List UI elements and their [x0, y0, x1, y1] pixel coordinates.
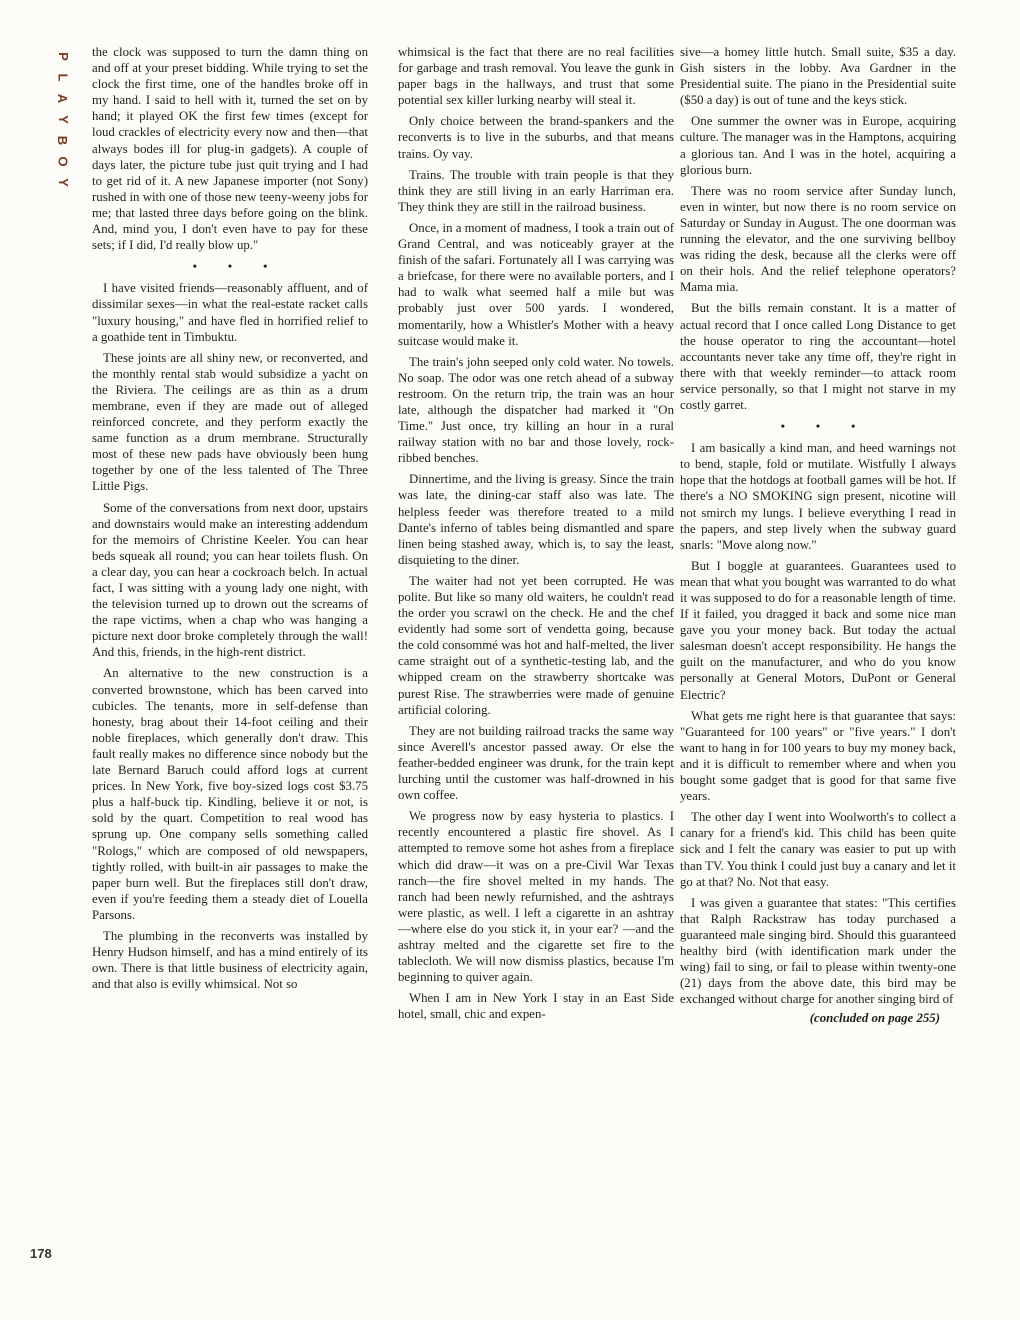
section-separator: • • •: [780, 419, 870, 434]
masthead-letter: O: [55, 156, 71, 167]
paragraph: These joints are all shiny new, or reconverted, and the monthly rental stab would subsidize a yacht on the Riviera. The ceilings are as thin as a drum membrane, even if they are made out of alleged reinforced concrete, and they perform exactly the same function as a drum membrane. Structurally most of these new pads have obviously been hung together by one of the less talented of The Three Little Pigs.: [92, 350, 368, 494]
playboy-masthead: [52, 46, 71, 193]
paragraph: Dinnertime, and the living is greasy. Since the train was late, the dining-car staff also was late. The helpless feeder was therefore treated to a mild Dante's inferno of tables being dismantled and spare linen being stashed away, which is, to say the least, disquieting to the diner.: [398, 472, 674, 567]
paragraph: Only choice between the brand-spankers and the reconverts is to live in the suburbs, and that means trains. Oy vay.: [398, 114, 674, 161]
paragraph: An alternative to the new construction is a converted brownstone, which has been carved into cubicles. The tenants, more in self-defense than honesty, brag about their 14-foot ceiling and their noble fireplaces, which generally don't draw. This fault really makes no difference since nobody but the late Bernard Baruch could afford logs at current prices. In New York, five boy-sized logs cost $3.75 plus a half-buck tip. Kindling, believe it or not, is sold by the quart. Competition to real wood has sprung up. One company sells something called "Rologs," which are composed of old newspapers, tightly rolled, with built-in air passages to make the paper burn well. But the fireplaces still don't draw, even if you're feeding them a steady diet of Louella Parsons.: [92, 666, 368, 922]
paragraph: One summer the owner was in Europe, acquiring culture. The manager was in the Hamptons, acquiring a glorious tan. And I was in the hotel, acquiring a glorious burn.: [680, 114, 956, 177]
paragraph: We progress now by easy hysteria to plastics. I recently encountered a plastic fire shovel. As I attempted to remove some hot ashes from a fireplace which did draw—it was on a pre-Civil War Texas ranch—the fire shovel melted in my hands. The ranch had been newly refurnished, and the ashtrays were plastic, as well. I left a cigarette in an ashtray —where else do you stick it, in your ear? —and the ashtray melted and the cigarette set fire to the tablecloth. We will now dismiss plastics, because I'm beginning to quiver again.: [398, 809, 674, 985]
masthead-letter: L: [55, 73, 71, 82]
paragraph: The other day I went into Woolworth's to collect a canary for a friend's kid. This child has been quite sick and I felt the canary was easier to put up with than TV. You think I could just buy a canary and let it go at that? No. Not that easy.: [680, 810, 956, 889]
paragraph: the clock was supposed to turn the damn thing on and off at your preset bidding. While trying to set the clock the first time, one of the handles broke off in my hand. I said to hell with it, turned the set on by hand; it played OK the first few times (except for loud crackles of electricity every now and then—that always bodes ill for plug-in gadgets). A couple of days later, the picture tube just quit trying and I had to get rid of it. A new Japanese importer (not Sony) rushed in with one of those new teeny-weeny jobs for me; that lasted three days before going on the blink. And, mind you, I don't even have to pay for these sets; if I did, I'd really blow up.": [92, 45, 368, 253]
masthead-letter: A: [55, 93, 71, 104]
page-number: 178: [30, 1246, 52, 1261]
masthead-letter: Y: [55, 178, 71, 187]
section-separator: • • •: [192, 259, 282, 274]
paragraph: I was given a guarantee that states: "This certifies that Ralph Rackstraw has today purchased a guaranteed male singing bird. Should this guaranteed healthy bird (with identification mark under the wing) fail to sing, or fail to please within twenty-one (21) days from the above date, this bird may be exchanged without charge for another singing bird of: [680, 895, 956, 1007]
paragraph: whimsical is the fact that there are no real facilities for garbage and trash removal. You leave the gunk in paper bags in the hallways, and trust that some potential sex killer lurking nearby will steal it.: [398, 45, 674, 108]
paragraph: The waiter had not yet been corrupted. He was polite. But like so many old waiters, he couldn't read the order you scrawl on the check. He and the chef evidently had some sort of vendetta going, because the cold consommé was hot and half-melted, the liver came straight out of a synthetic-testing lab, and the whipped cream on the strawberry shortcake was purest Rise. The strawberries were made of genuine artificial coloring.: [398, 573, 674, 717]
continuation-note: (concluded on page 255): [809, 1011, 940, 1026]
masthead-letter: P: [55, 52, 71, 61]
masthead-letter: B: [55, 135, 71, 146]
paragraph: But the bills remain constant. It is a matter of actual record that I once called Long Distance to get the house operator to ring the accountant—hotel accountants never take any time off, they're right in there with that weekly reminder—to attack room service personally, so that I might not starve in my costly garret.: [680, 301, 956, 412]
paragraph: The train's john seeped only cold water. No towels. No soap. The odor was one retch ahead of a subway restroom. On the return trip, the train was an hour late, although the dispatcher had marked it "On Time." Just once, try killing an hour in a rural railway station with no bar and those lovely, rock-ribbed benches.: [398, 354, 674, 466]
paragraph: sive—a homey little hutch. Small suite, $35 a day. Gish sisters in the lobby. Ava Gardner in the Presidential suite. The piano in the Presidential suite ($50 a day) is out of tune and the keys stick.: [680, 45, 956, 108]
paragraph: Once, in a moment of madness, I took a train out of Grand Central, and was noticeably grayer at the finish of the safari. Fortunately all I was carrying was a briefcase, for there were no available porters, and I had to walk what seemed half a mile but was probably just over 500 yards. I wondered, momentarily, how a Whistler's Mother with a heavy suitcase would make it.: [398, 220, 675, 348]
paragraph: What gets me right here is that guarantee that says: "Guaranteed for 100 years" or "five years." I don't want to hang in for 100 years to buy my money back, and it is difficult to remember where and when you bought some gadget that is good for that same five years.: [680, 708, 956, 804]
text-column-1: [92, 44, 368, 997]
paragraph: When I am in New York I stay in an East Side hotel, small, chic and expen-: [398, 991, 674, 1022]
paragraph: The plumbing in the reconverts was installed by Henry Hudson himself, and has a mind entirely of its own. There is that little business of electricity again, and that also is evilly whimsical. Not so: [92, 928, 368, 992]
paragraph: I have visited friends—reasonably affluent, and of dissimilar sexes—in what the real-estate racket calls "luxury housing," and have fled in horrified relief to a goathide tent in Timbuktu.: [92, 281, 368, 344]
paragraph: There was no room service after Sunday lunch, even in winter, but now there is no room service on Saturday or Sunday in August. The one doorman was running the elevator, and the one surviving bellboy was riding the desk, because all the clerks were off on their hols. And the relief telephone operators? Mama mia.: [680, 183, 956, 295]
paragraph: But I boggle at guarantees. Guarantees used to mean that what you bought was warranted to do what it was supposed to do for a reasonable length of time. If it failed, you dragged it back and some nice man gave you your money back. But today the actual salesman doesn't accept responsibility. He hangs the guilt on the manufacturer, and who do you know personally at General Motors, DuPont or General Electric?: [680, 558, 956, 702]
paragraph: They are not building railroad tracks the same way since Averell's ancestor passed away. Or else the feather-bedded engineer was drunk, for the train kept lurching until the customer was half-drowned in his own coffee.: [398, 723, 674, 803]
masthead-letter: Y: [55, 115, 71, 124]
text-column-3: [680, 44, 956, 1026]
text-column-2: [398, 44, 674, 1027]
paragraph: Some of the conversations from next door, upstairs and downstairs would make an interesting addendum for the memoirs of Christine Keeler. You can hear beds squeak all round; you can hear toilets flush. On a clear day, you can hear a cockroach belch. In actual fact, I was sitting with a young lady one night, with the television turned up to drown out the screams of the rape victims, when a chap who was hanging a picture next door broke completely through the wall! And this, friends, in the high-rent district.: [92, 500, 368, 660]
paragraph: I am basically a kind man, and heed warnings not to bend, staple, fold or mutilate. Wistfully I always hope that the hotdogs at football games will be hot. If there's a NO SMOKING sign present, nicotine will not smirch my lungs. I believe everything I read in the papers, and step lively when the subway guard snarls: "Move along now.": [680, 441, 956, 552]
paragraph: Trains. The trouble with train people is that they think they are still living in an early Harriman era. They think they are still in the railroad business.: [398, 167, 674, 214]
